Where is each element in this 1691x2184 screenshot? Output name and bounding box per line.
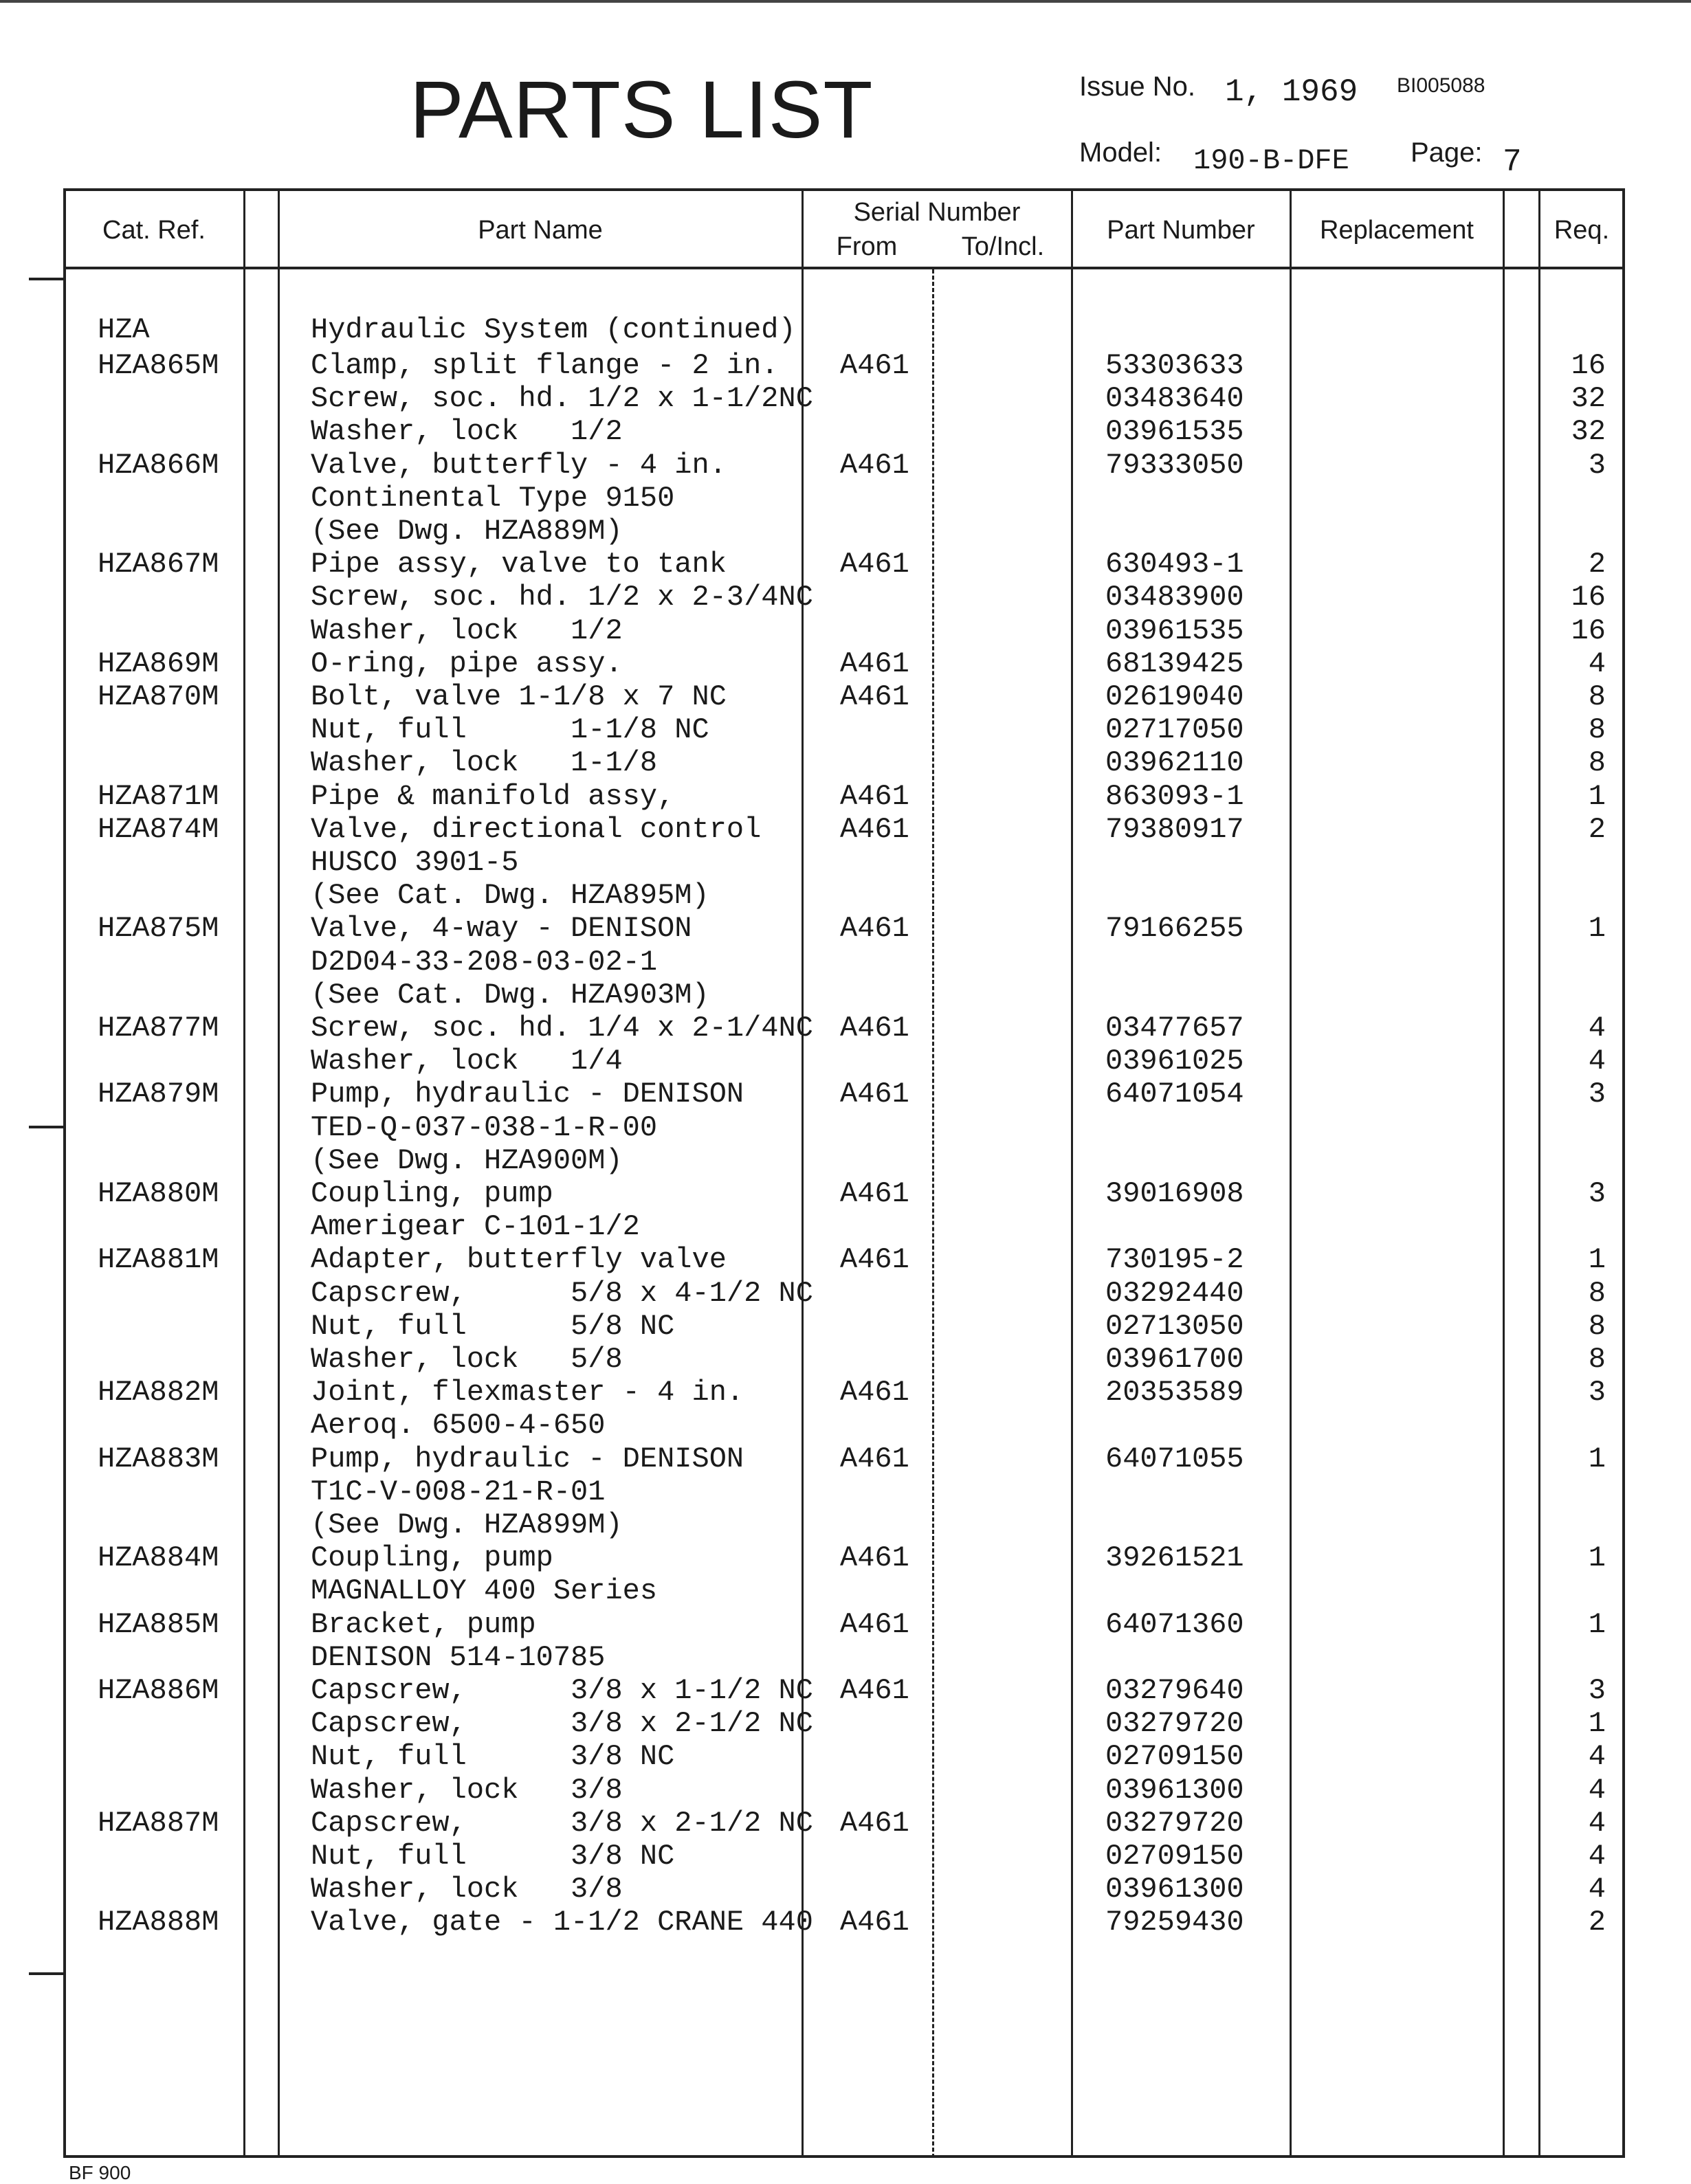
part-name-cell: MAGNALLOY 400 Series <box>311 1574 658 1608</box>
req-cell: 32 <box>1571 382 1606 416</box>
model-label: Model: <box>1079 137 1162 168</box>
cat-ref-cell: HZA867M <box>98 548 219 581</box>
cat-ref-cell: HZA881M <box>98 1243 219 1277</box>
cat-ref-cell: HZA874M <box>98 812 219 846</box>
part-number-cell: 03961700 <box>1105 1343 1244 1376</box>
page-value: 7 <box>1503 144 1522 180</box>
req-cell: 8 <box>1588 1276 1606 1310</box>
part-number-cell: 03961300 <box>1105 1873 1244 1906</box>
part-name-cell: Pump, hydraulic - DENISON <box>311 1078 744 1111</box>
part-name-cell: Coupling, pump <box>311 1541 553 1575</box>
req-cell: 1 <box>1588 779 1606 813</box>
column-divider <box>802 188 804 2158</box>
req-cell: 3 <box>1588 1376 1606 1409</box>
part-name-cell: O-ring, pipe assy. <box>311 647 623 680</box>
part-name-cell: TED-Q-037-038-1-R-00 <box>311 1111 658 1144</box>
req-cell: 16 <box>1571 349 1606 382</box>
req-cell: 4 <box>1588 1773 1606 1807</box>
page-title: PARTS LIST <box>410 65 874 155</box>
part-name-cell: D2D04-33-208-03-02-1 <box>311 945 658 979</box>
issue-value: 1, 1969 <box>1225 74 1358 110</box>
part-number-cell: 03279720 <box>1105 1707 1244 1741</box>
part-number-cell: 39016908 <box>1105 1177 1244 1210</box>
header-serial-from: From <box>836 232 898 261</box>
part-name-cell: (See Dwg. HZA900M) <box>311 1144 623 1177</box>
margin-bracket <box>29 1972 63 1975</box>
part-number-cell: 64071054 <box>1105 1078 1244 1111</box>
part-name-cell: Washer, lock 3/8 <box>311 1773 623 1807</box>
cat-ref-cell: HZA888M <box>98 1906 219 1939</box>
header-req: Req. <box>1554 216 1610 245</box>
part-number-cell: 53303633 <box>1105 349 1244 382</box>
req-cell: 8 <box>1588 680 1606 713</box>
header-cat-ref: Cat. Ref. <box>102 216 206 245</box>
header-replacement: Replacement <box>1320 216 1474 245</box>
part-name-cell: Washer, lock 5/8 <box>311 1343 623 1376</box>
cat-ref-cell: HZA871M <box>98 779 219 813</box>
serial-from-cell: A461 <box>840 448 909 482</box>
req-cell: 16 <box>1571 614 1606 647</box>
part-name-cell: Amerigear C-101-1/2 <box>311 1210 640 1244</box>
part-name-cell: Capscrew, 5/8 x 4-1/2 NC <box>311 1276 813 1310</box>
req-cell: 16 <box>1571 581 1606 614</box>
part-name-cell: Nut, full 3/8 NC <box>311 1840 675 1873</box>
serial-from-cell: A461 <box>840 1541 909 1575</box>
part-number-cell: 03483640 <box>1105 382 1244 416</box>
part-name-cell: Washer, lock 1/2 <box>311 415 623 449</box>
part-number-cell: 02713050 <box>1105 1309 1244 1343</box>
req-cell: 4 <box>1588 1806 1606 1840</box>
part-number-cell: 79166255 <box>1105 912 1244 946</box>
part-name-cell: Washer, lock 3/8 <box>311 1873 623 1906</box>
serial-from-cell: A461 <box>840 1442 909 1475</box>
part-name-cell: Washer, lock 1/4 <box>311 1045 623 1078</box>
part-name-cell: (See Dwg. HZA899M) <box>311 1508 623 1541</box>
req-cell: 1 <box>1588 1707 1606 1741</box>
serial-from-cell: A461 <box>840 779 909 813</box>
part-number-cell: 03961025 <box>1105 1045 1244 1078</box>
part-name-cell: Valve, directional control <box>311 812 762 846</box>
cat-ref-cell: HZA870M <box>98 680 219 713</box>
part-name-cell: Continental Type 9150 <box>311 481 675 515</box>
cat-ref-cell: HZA875M <box>98 912 219 946</box>
req-cell: 1 <box>1588 1541 1606 1575</box>
cat-ref-cell: HZA882M <box>98 1376 219 1409</box>
req-cell: 4 <box>1588 1740 1606 1774</box>
part-name-cell: Valve, gate - 1-1/2 CRANE 440 <box>311 1906 813 1939</box>
part-name-cell: T1C-V-008-21-R-01 <box>311 1475 606 1508</box>
part-number-cell: 79333050 <box>1105 448 1244 482</box>
part-name-cell: Hydraulic System (continued) <box>311 313 796 346</box>
req-cell: 4 <box>1588 1012 1606 1045</box>
part-number-cell: 64071055 <box>1105 1442 1244 1475</box>
cat-ref-cell: HZA <box>98 313 150 346</box>
cat-ref-cell: HZA866M <box>98 448 219 482</box>
req-cell: 8 <box>1588 1309 1606 1343</box>
part-number-cell: 02709150 <box>1105 1840 1244 1873</box>
part-name-cell: Clamp, split flange - 2 in. <box>311 349 779 382</box>
req-cell: 4 <box>1588 647 1606 680</box>
cat-ref-cell: HZA879M <box>98 1078 219 1111</box>
part-name-cell: Screw, soc. hd. 1/2 x 1-1/2NC <box>311 382 813 416</box>
serial-from-cell: A461 <box>840 1607 909 1641</box>
cat-ref-cell: HZA885M <box>98 1607 219 1641</box>
part-number-cell: 730195-2 <box>1105 1243 1244 1277</box>
req-cell: 1 <box>1588 1607 1606 1641</box>
column-divider <box>1538 188 1540 2158</box>
part-number-cell: 03477657 <box>1105 1012 1244 1045</box>
part-name-cell: DENISON 514-10785 <box>311 1640 606 1674</box>
part-number-cell: 64071360 <box>1105 1607 1244 1641</box>
part-name-cell: Nut, full 5/8 NC <box>311 1309 675 1343</box>
req-cell: 8 <box>1588 713 1606 747</box>
part-name-cell: Joint, flexmaster - 4 in. <box>311 1376 744 1409</box>
serial-from-cell: A461 <box>840 1674 909 1707</box>
column-divider <box>243 188 245 2158</box>
part-name-cell: Pipe assy, valve to tank <box>311 548 727 581</box>
part-number-cell: 03961535 <box>1105 415 1244 449</box>
part-name-cell: Coupling, pump <box>311 1177 553 1210</box>
part-name-cell: Washer, lock 1/2 <box>311 614 623 647</box>
margin-bracket <box>29 278 63 280</box>
req-cell: 8 <box>1588 1343 1606 1376</box>
column-divider <box>278 188 280 2158</box>
req-cell: 1 <box>1588 912 1606 946</box>
part-name-cell: Bracket, pump <box>311 1607 536 1641</box>
part-name-cell: Pump, hydraulic - DENISON <box>311 1442 744 1475</box>
serial-from-cell: A461 <box>840 1078 909 1111</box>
cat-ref-cell: HZA865M <box>98 349 219 382</box>
serial-from-cell: A461 <box>840 647 909 680</box>
part-name-cell: (See Dwg. HZA889M) <box>311 515 623 548</box>
part-name-cell: Valve, 4-way - DENISON <box>311 912 692 946</box>
cat-ref-cell: HZA884M <box>98 1541 219 1575</box>
req-cell: 3 <box>1588 1674 1606 1707</box>
part-name-cell: HUSCO 3901-5 <box>311 846 519 879</box>
req-cell: 2 <box>1588 548 1606 581</box>
part-number-cell: 03279640 <box>1105 1674 1244 1707</box>
cat-ref-cell: HZA880M <box>98 1177 219 1210</box>
footer-code: BF 900 <box>69 2162 131 2183</box>
part-number-cell: 03962110 <box>1105 746 1244 780</box>
req-cell: 32 <box>1571 415 1606 449</box>
serial-from-cell: A461 <box>840 1243 909 1277</box>
part-number-cell: 863093-1 <box>1105 779 1244 813</box>
part-name-cell: (See Cat. Dwg. HZA895M) <box>311 879 709 913</box>
cat-ref-cell: HZA877M <box>98 1012 219 1045</box>
req-cell: 8 <box>1588 746 1606 780</box>
column-divider <box>1503 188 1505 2158</box>
part-number-cell: 03961535 <box>1105 614 1244 647</box>
part-name-cell: Aeroq. 6500-4-650 <box>311 1409 606 1442</box>
part-name-cell: Adapter, butterfly valve <box>311 1243 727 1277</box>
part-name-cell: Pipe & manifold assy, <box>311 779 675 813</box>
part-number-cell: 68139425 <box>1105 647 1244 680</box>
req-cell: 4 <box>1588 1045 1606 1078</box>
part-number-cell: 02717050 <box>1105 713 1244 747</box>
serial-from-cell: A461 <box>840 1376 909 1409</box>
serial-from-cell: A461 <box>840 349 909 382</box>
req-cell: 1 <box>1588 1442 1606 1475</box>
part-number-cell: 79380917 <box>1105 812 1244 846</box>
part-name-cell: Screw, soc. hd. 1/2 x 2-3/4NC <box>311 581 813 614</box>
header-serial-number: Serial Number <box>853 198 1021 227</box>
serial-from-cell: A461 <box>840 548 909 581</box>
column-divider <box>1290 188 1292 2158</box>
serial-from-cell: A461 <box>840 680 909 713</box>
req-cell: 4 <box>1588 1873 1606 1906</box>
part-name-cell: Screw, soc. hd. 1/4 x 2-1/4NC <box>311 1012 813 1045</box>
page-label: Page: <box>1411 137 1483 168</box>
req-cell: 3 <box>1588 448 1606 482</box>
serial-from-cell: A461 <box>840 1906 909 1939</box>
cat-ref-cell: HZA883M <box>98 1442 219 1475</box>
part-name-cell: Valve, butterfly - 4 in. <box>311 448 727 482</box>
part-number-cell: 20353589 <box>1105 1376 1244 1409</box>
part-name-cell: Bolt, valve 1-1/8 x 7 NC <box>311 680 727 713</box>
part-name-cell: Nut, full 1-1/8 NC <box>311 713 709 747</box>
req-cell: 2 <box>1588 812 1606 846</box>
cat-ref-cell: HZA886M <box>98 1674 219 1707</box>
serial-from-cell: A461 <box>840 1177 909 1210</box>
document-code: BI005088 <box>1397 74 1485 97</box>
part-number-cell: 02619040 <box>1105 680 1244 713</box>
header-serial-to: To/Incl. <box>961 232 1045 261</box>
header-divider <box>63 267 1625 269</box>
req-cell: 2 <box>1588 1906 1606 1939</box>
serial-divider <box>932 269 934 2158</box>
cat-ref-cell: HZA887M <box>98 1806 219 1840</box>
part-number-cell: 79259430 <box>1105 1906 1244 1939</box>
issue-label: Issue No. <box>1079 71 1195 102</box>
req-cell: 4 <box>1588 1840 1606 1873</box>
header-part-number: Part Number <box>1107 216 1255 245</box>
serial-from-cell: A461 <box>840 1806 909 1840</box>
part-number-cell: 03961300 <box>1105 1773 1244 1807</box>
serial-from-cell: A461 <box>840 912 909 946</box>
column-divider <box>1071 188 1073 2158</box>
top-rule <box>0 0 1691 3</box>
part-name-cell: (See Cat. Dwg. HZA903M) <box>311 978 709 1012</box>
part-name-cell: Capscrew, 3/8 x 2-1/2 NC <box>311 1707 813 1741</box>
header-part-name: Part Name <box>478 216 603 245</box>
req-cell: 1 <box>1588 1243 1606 1277</box>
part-number-cell: 02709150 <box>1105 1740 1244 1774</box>
model-value: 190-B-DFE <box>1193 144 1349 177</box>
part-number-cell: 03279720 <box>1105 1806 1244 1840</box>
cat-ref-cell: HZA869M <box>98 647 219 680</box>
parts-table-frame <box>63 188 1625 2158</box>
part-number-cell: 03292440 <box>1105 1276 1244 1310</box>
req-cell: 3 <box>1588 1177 1606 1210</box>
serial-from-cell: A461 <box>840 1012 909 1045</box>
req-cell: 3 <box>1588 1078 1606 1111</box>
serial-from-cell: A461 <box>840 812 909 846</box>
part-name-cell: Washer, lock 1-1/8 <box>311 746 658 780</box>
part-name-cell: Nut, full 3/8 NC <box>311 1740 675 1774</box>
part-name-cell: Capscrew, 3/8 x 2-1/2 NC <box>311 1806 813 1840</box>
part-name-cell: Capscrew, 3/8 x 1-1/2 NC <box>311 1674 813 1707</box>
part-number-cell: 630493-1 <box>1105 548 1244 581</box>
part-number-cell: 39261521 <box>1105 1541 1244 1575</box>
part-number-cell: 03483900 <box>1105 581 1244 614</box>
margin-bracket <box>29 1126 63 1128</box>
